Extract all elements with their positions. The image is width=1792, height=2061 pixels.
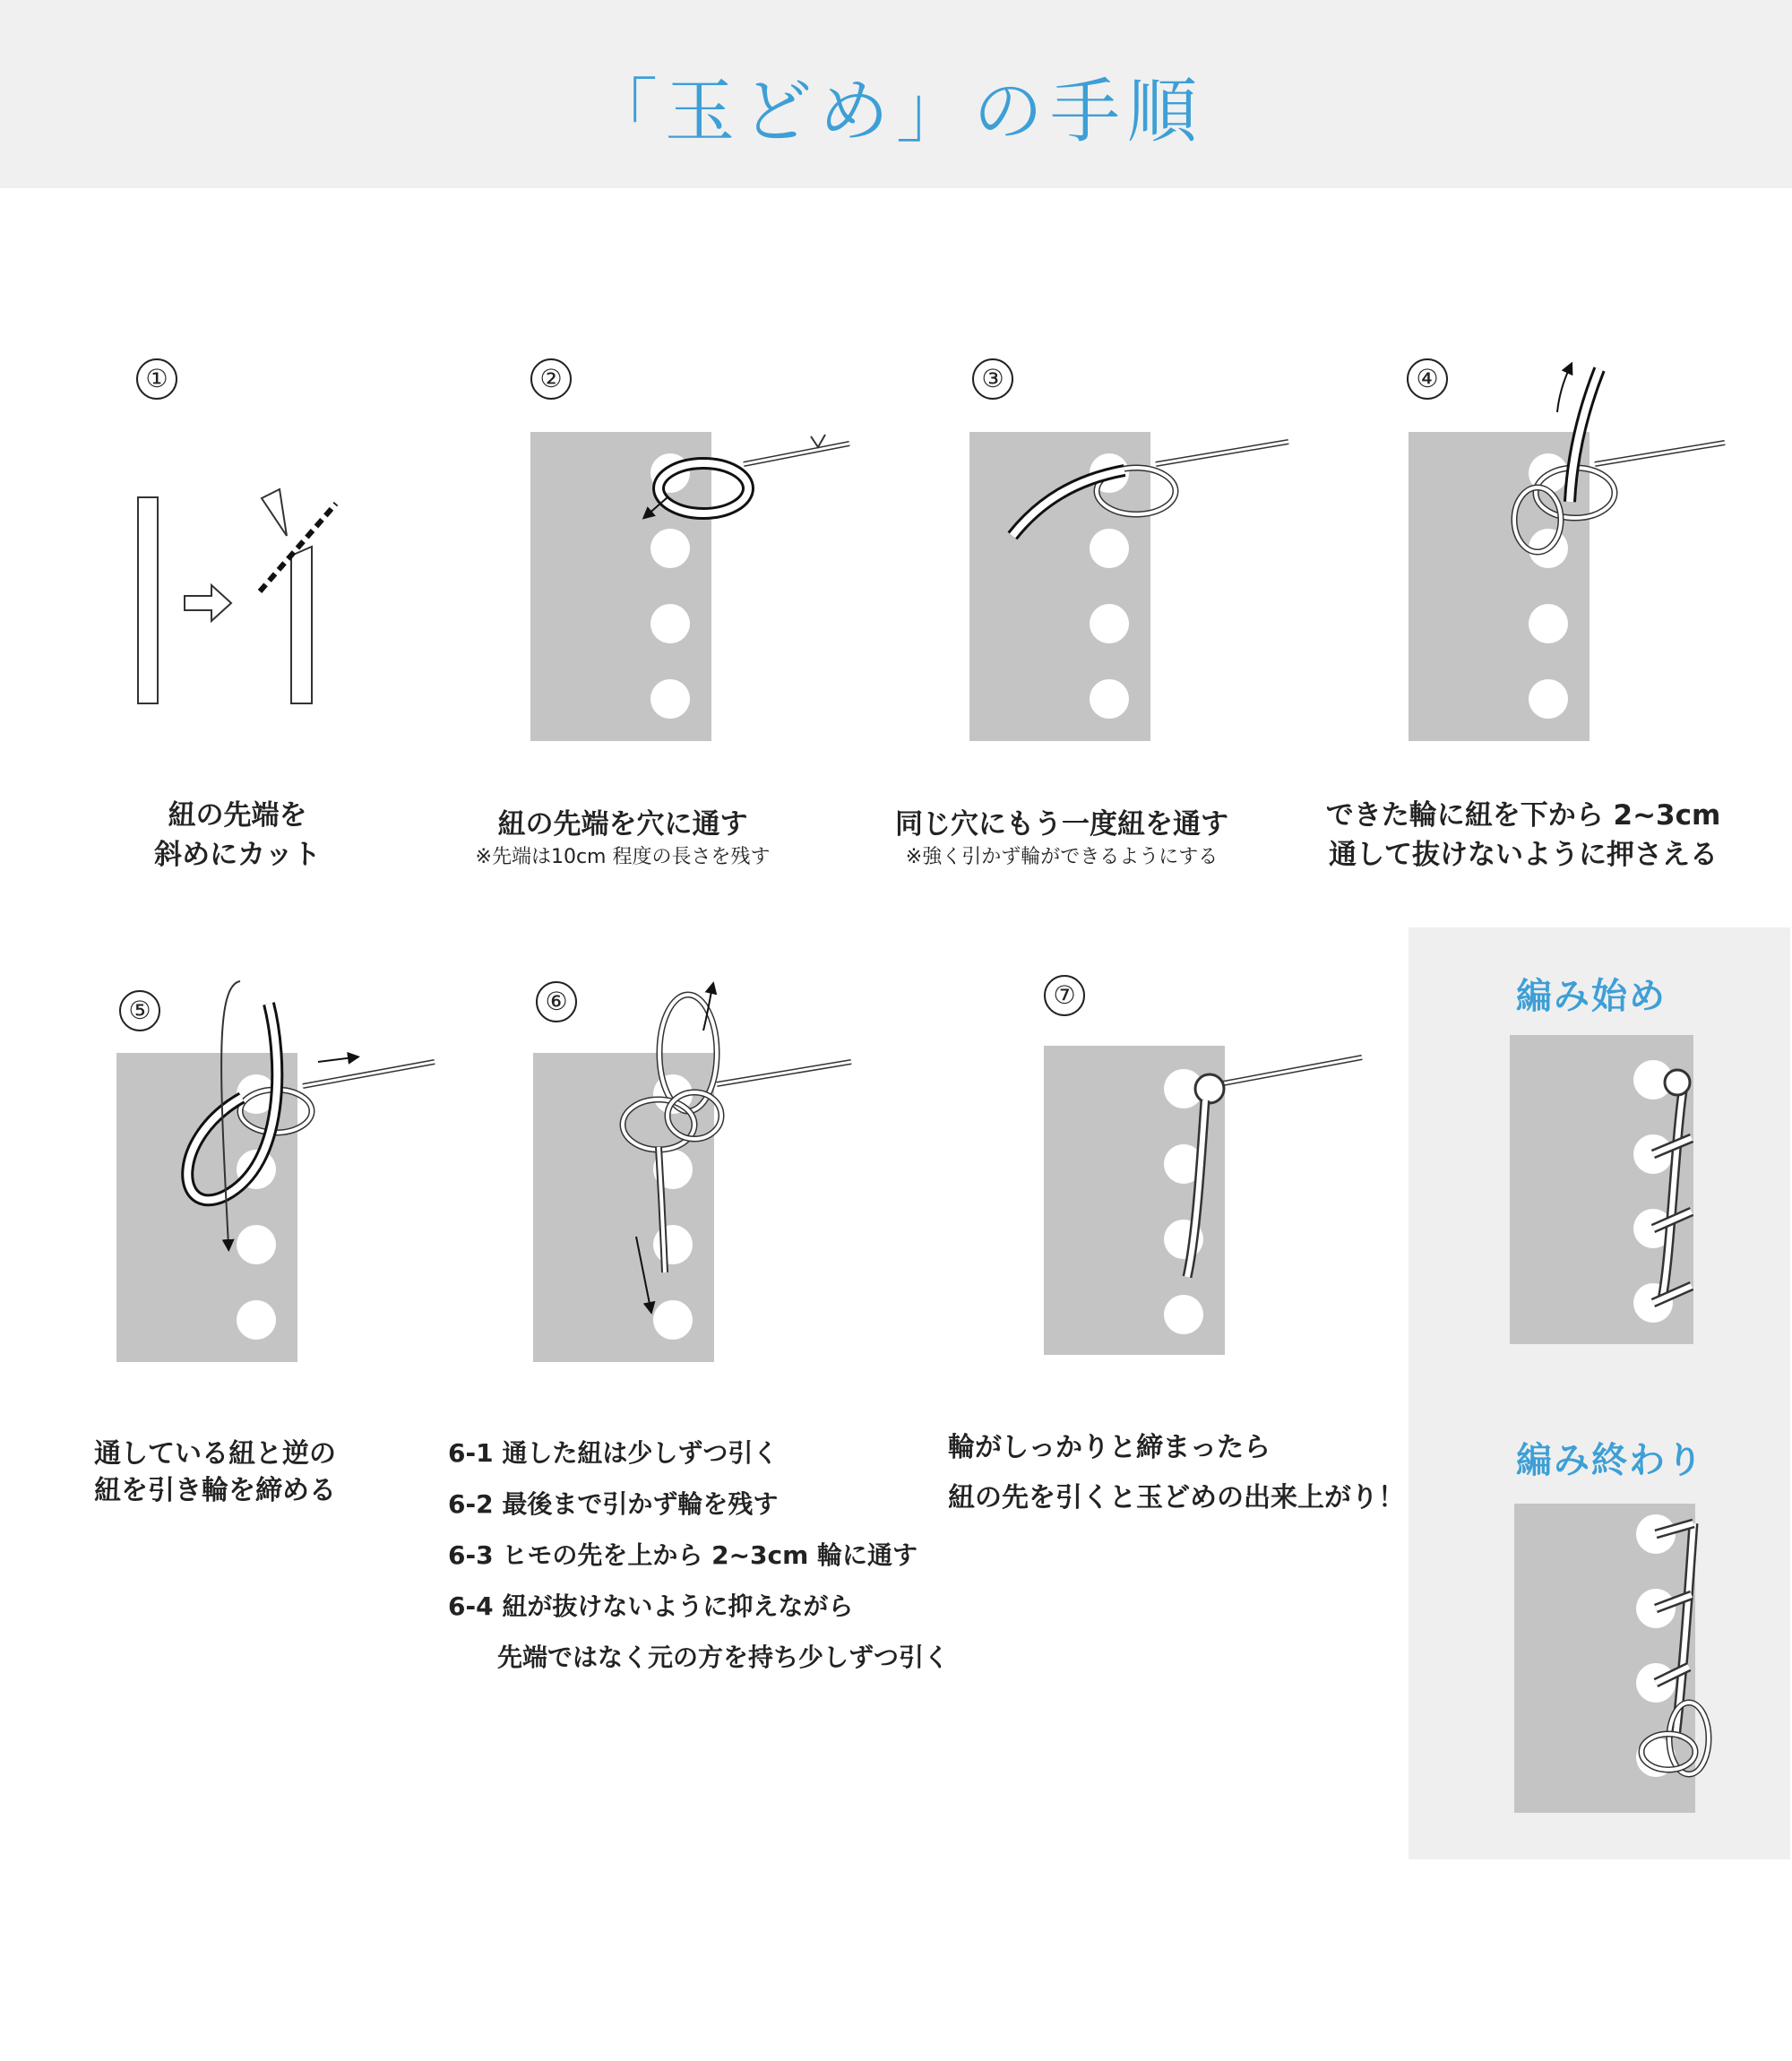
step-number-7: ⑦ <box>1044 975 1085 1016</box>
cord-cut <box>291 547 312 703</box>
end-illustration <box>1514 1504 1709 1813</box>
start-illustration <box>1510 1035 1693 1344</box>
page-title: 「玉どめ」の手順 <box>587 72 1204 152</box>
step4-caption: できた輪に紐を下から 2~3cm 通して抜けないように押さえる <box>1325 799 1721 871</box>
list-item: 6-1 通した紐は少しずつ引く <box>448 1438 779 1468</box>
step5-caption: 通している紐と逆の 紐を引き輪を締める <box>94 1438 336 1506</box>
step-number-5: ⑤ <box>119 990 160 1031</box>
step7-caption: 輪がしっかりと締まったら 紐の先を引くと玉どめの出来上がり！ <box>948 1432 1405 1513</box>
start-label: 編み始め <box>1516 976 1667 1017</box>
arrow-right-icon <box>185 585 231 621</box>
step-number-4: ④ <box>1407 358 1448 400</box>
step2-note: ※先端は10cm 程度の長さを残す <box>475 846 771 868</box>
step6-illustration <box>533 987 851 1362</box>
step3-caption: 同じ穴にもう一度紐を通す ※強く引かず輪ができるようにする <box>874 805 1250 871</box>
step1-caption: 紐の先端を 斜めにカット <box>154 799 321 871</box>
step2-caption: 紐の先端を穴に通す ※先端は10cm 程度の長さを残す <box>435 805 811 871</box>
cord-straight <box>138 497 158 703</box>
step6-list <box>448 1434 949 1689</box>
step-number-3: ③ <box>972 358 1013 400</box>
list-item: 6-3 ヒモの先を上から 2~3cm 輪に通す <box>448 1540 918 1570</box>
list-item: 先端ではなく元の方を持ち少しずつ引く <box>497 1643 950 1672</box>
step7-illustration <box>1044 1046 1362 1355</box>
step4-illustration <box>1409 367 1725 741</box>
step3-illustration <box>969 432 1288 741</box>
cut-tip <box>262 489 287 536</box>
step5-illustration <box>116 981 435 1362</box>
list-item: 6-4 紐が抜けないように抑えながら <box>448 1591 854 1621</box>
step-number-1: ① <box>136 358 177 400</box>
step2-illustration <box>530 432 849 741</box>
knot <box>1195 1074 1224 1103</box>
end-label: 編み終わり <box>1516 1440 1704 1481</box>
step-number-6: ⑥ <box>536 981 577 1022</box>
list-item: 6-2 最後まで引かず輪を残す <box>448 1489 779 1519</box>
step1-illustration <box>138 489 336 703</box>
step3-note: ※強く引かず輪ができるようにする <box>905 846 1219 868</box>
step-number-2: ② <box>530 358 572 400</box>
